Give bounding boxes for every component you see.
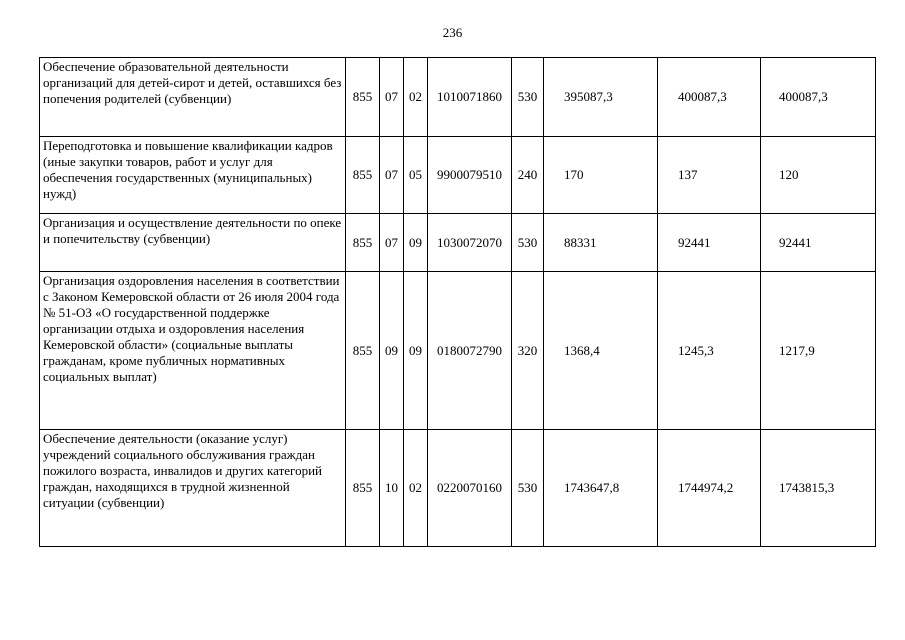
subsection-code: 09	[404, 272, 428, 430]
section-code: 07	[380, 214, 404, 272]
subsection-code: 05	[404, 137, 428, 214]
row-description: Обеспечение деятельности (оказание услуг) учреждений социального обслуживания граждан пожилого возраста, инвалидов и других категорий граждан, находящихся в трудной жизненной ситуации (субвенции)	[40, 430, 346, 547]
subsection-code: 02	[404, 58, 428, 137]
amount-year-2: 92441	[658, 214, 761, 272]
subsection-code: 09	[404, 214, 428, 272]
table-row	[40, 58, 876, 137]
table-row	[40, 214, 876, 272]
ministry-code: 855	[346, 272, 380, 430]
ministry-code: 855	[346, 137, 380, 214]
ministry-code: 855	[346, 58, 380, 137]
target-article-code: 0180072790	[428, 272, 512, 430]
amount-year-3: 1743815,3	[761, 430, 876, 547]
page-number: 236	[442, 25, 463, 40]
amount-year-1: 170	[544, 137, 658, 214]
expense-type-code: 530	[512, 58, 544, 137]
amount-year-3: 120	[761, 137, 876, 214]
amount-year-2: 137	[658, 137, 761, 214]
ministry-code: 855	[346, 214, 380, 272]
amount-year-2: 1245,3	[658, 272, 761, 430]
ministry-code: 855	[346, 430, 380, 547]
amount-year-3: 400087,3	[761, 58, 876, 137]
target-article-code: 1030072070	[428, 214, 512, 272]
expense-type-code: 240	[512, 137, 544, 214]
amount-year-2: 400087,3	[658, 58, 761, 137]
budget-table	[39, 57, 876, 547]
row-description: Обеспечение образовательной деятельности организаций для детей-сирот и детей, оставшихся без попечения родителей (субвенции)	[40, 58, 346, 137]
section-code: 07	[380, 58, 404, 137]
amount-year-1: 1368,4	[544, 272, 658, 430]
subsection-code: 02	[404, 430, 428, 547]
amount-year-1: 1743647,8	[544, 430, 658, 547]
row-description: Организация оздоровления населения в соответствии с Законом Кемеровской области от 26 июля 2004 года № 51-ОЗ «О государственной поддержке организации отдыха и оздоровления населения Кемеровской области» (социальные выплаты гражданам, кроме публичных нормативных социальных выплат)	[40, 272, 346, 430]
expense-type-code: 320	[512, 272, 544, 430]
amount-year-1: 395087,3	[544, 58, 658, 137]
target-article-code: 9900079510	[428, 137, 512, 214]
section-code: 07	[380, 137, 404, 214]
table-row	[40, 137, 876, 214]
target-article-code: 0220070160	[428, 430, 512, 547]
amount-year-3: 92441	[761, 214, 876, 272]
amount-year-3: 1217,9	[761, 272, 876, 430]
table-row	[40, 430, 876, 547]
amount-year-1: 88331	[544, 214, 658, 272]
expense-type-code: 530	[512, 430, 544, 547]
amount-year-2: 1744974,2	[658, 430, 761, 547]
section-code: 09	[380, 272, 404, 430]
row-description: Организация и осуществление деятельности по опеке и попечительству (субвенции)	[40, 214, 346, 272]
target-article-code: 1010071860	[428, 58, 512, 137]
row-description: Переподготовка и повышение квалификации кадров (иные закупки товаров, работ и услуг для обеспечения государственных (муниципальных) нужд)	[40, 137, 346, 214]
expense-type-code: 530	[512, 214, 544, 272]
section-code: 10	[380, 430, 404, 547]
table-row	[40, 272, 876, 430]
